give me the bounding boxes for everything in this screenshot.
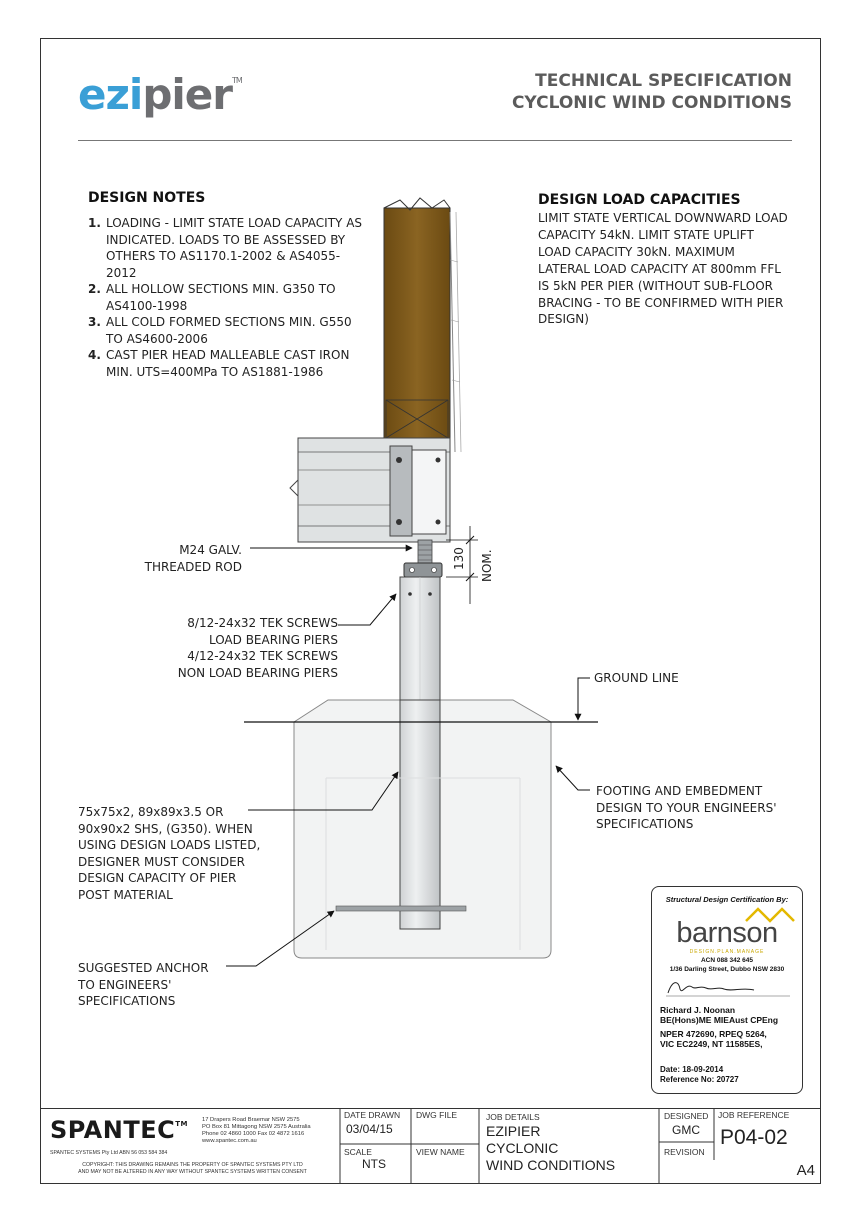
engineer-name: Richard J. Noonan [660,1005,736,1015]
cert-acn: ACN 088 342 645 [700,957,754,964]
designed-value: GMC [672,1123,700,1137]
sheet-size: A4 [796,1162,815,1179]
date-drawn-cell [340,1108,411,1144]
spantec-tm: TM [175,1120,188,1128]
note-number: 3. [88,315,101,329]
note-text: ALL COLD FORMED SECTIONS MIN. G550 TO AS4600-2006 [106,315,352,346]
logo-trademark: TM [232,76,242,85]
dwg-file-cell [411,1108,479,1144]
design-load-title: DESIGN LOAD CAPACITIES [538,192,741,208]
tek-label-line-3: 4/12-24x32 TEK SCREWS [187,649,338,663]
job-line-2: CYCLONIC [486,1140,559,1156]
scale-label: SCALE [344,1147,372,1157]
note-text: CAST PIER HEAD MALLEABLE CAST IRON MIN. UTS=400MPa TO AS1881-1986 [106,348,350,379]
shs-label-line-5: DESIGN CAPACITY OF PIER [78,871,237,885]
cert-brand: barnson [676,917,778,949]
copyright-line-2: AND MAY NOT BE ALTERED IN ANY WAY WITHOUT SPANTEC SYSTEMS WRITTEN CONSENT [78,1169,307,1175]
cert-title: Structural Design Certification By: [665,895,789,904]
address-line-3: Phone 02 4860 1000 Fax 02 4872 1616 [202,1131,305,1137]
title-line-2: CYCLONIC WIND CONDITIONS [511,93,792,113]
revision-label: REVISION [664,1147,705,1157]
anchor-label-line-3: SPECIFICATIONS [78,994,176,1008]
note-number: 2. [88,282,101,296]
shs-label-line-1: 75x75x2, 89x89x3.5 OR [78,805,224,819]
cert-tagline: DESIGN.PLAN.MANAGE [689,949,765,955]
scale-value: NTS [362,1157,386,1171]
job-reference-value: P04-02 [720,1126,788,1149]
logo-ezi: ezi [78,70,143,119]
job-details-cell [479,1108,659,1184]
dimension-value: 130 [452,547,466,570]
designed-cell [659,1108,714,1142]
logo-pier: pier [142,70,232,119]
anchor-label-line-2: TO ENGINEERS' [78,977,172,992]
revision-cell [659,1142,714,1184]
note-text: ALL HOLLOW SECTIONS MIN. G350 TO AS4100-1998 [106,282,336,313]
rod-label-line-2: THREADED ROD [144,559,242,574]
tek-label-line-2: LOAD BEARING PIERS [208,632,338,647]
tek-label-line-4: NON LOAD BEARING PIERS [177,665,338,680]
design-load-text: LIMIT STATE VERTICAL DOWNWARD LOAD CAPACITY 54kN. LIMIT STATE UPLIFT LOAD CAPACITY 30kN. MAXIMUM LATERAL LOAD CAPACITY AT 800mm FFL IS 5kN PER PIER (WITHOUT SUB-FLOOR BRACING - TO BE CONFIRMED WITH PIER DESIGN) [538,211,788,327]
spantec-abn: SPANTEC SYSTEMS Pty Ltd ABN 56 053 584 384 [50,1150,168,1156]
date-drawn-label: DATE DRAWN [344,1110,401,1120]
title-line-1: TECHNICAL SPECIFICATION [535,71,792,91]
cert-address: 1/36 Darling Street, Dubbo NSW 2830 [669,966,785,973]
anchor-label-line-1: SUGGESTED ANCHOR [78,961,209,975]
rod-label-line-1: M24 GALV. [179,543,242,557]
tek-label-line-1: 8/12-24x32 TEK SCREWS [187,616,338,630]
shs-label-line-3: USING DESIGN LOADS LISTED, [78,838,261,852]
footing-label-line-3: SPECIFICATIONS [596,817,694,831]
address-line-4: www.spantec.com.au [202,1138,257,1144]
note-number: 4. [88,348,101,362]
engineer-quals: BE(Hons)ME MIEAust CPEng [660,1015,779,1025]
job-reference-label: JOB REFERENCE [718,1110,790,1120]
job-details-label: JOB DETAILS [486,1112,540,1122]
footing-label-line-2: DESIGN TO YOUR ENGINEERS' [596,800,777,815]
job-details-value [486,1123,615,1174]
cert-reference: Reference No: 20727 [660,1075,739,1084]
dwg-file-label: DWG FILE [416,1110,458,1120]
shs-label-line-2: 90x90x2 SHS, (G350). WHEN [78,821,253,836]
date-drawn-value: 03/04/15 [346,1122,393,1136]
spantec-name: SPANTEC [50,1116,176,1144]
cert-date: Date: 18-09-2014 [660,1065,724,1074]
copyright-line-1: COPYRIGHT: THIS DRAWING REMAINS THE PROPERTY OF SPANTEC SYSTEMS PTY LTD [82,1162,303,1168]
ground-line-label: GROUND LINE [594,671,679,685]
job-line-3: WIND CONDITIONS [486,1157,616,1173]
address-line-2: PO Box 81 Mittagong NSW 2575 Australia [202,1124,311,1130]
design-notes-title: DESIGN NOTES [88,190,206,206]
scale-cell [340,1144,411,1184]
job-line-1: EZIPIER [486,1123,541,1139]
dimension-unit: NOM. [480,549,494,582]
note-text: LOADING - LIMIT STATE LOAD CAPACITY AS INDICATED. LOADS TO BE ASSESSED BY OTHERS TO AS1170.1-2002 & AS4055-2012 [106,216,363,280]
note-number: 1. [88,216,101,230]
designed-label: DESIGNED [664,1111,709,1121]
job-reference-cell [714,1108,821,1184]
reg-line-2: VIC EC2249, NT 11585ES, [660,1039,763,1049]
view-name-label: VIEW NAME [416,1147,465,1157]
view-name-cell [411,1144,479,1184]
address-line-1: 17 Drapers Road Braemar NSW 2575 [202,1117,300,1123]
shs-label-line-6: POST MATERIAL [78,887,173,902]
footing-label-line-1: FOOTING AND EMBEDMENT [596,784,763,798]
shs-label-line-4: DESIGNER MUST CONSIDER [78,854,246,869]
reg-line-1: NPER 472690, RPEQ 5264, [660,1029,767,1039]
